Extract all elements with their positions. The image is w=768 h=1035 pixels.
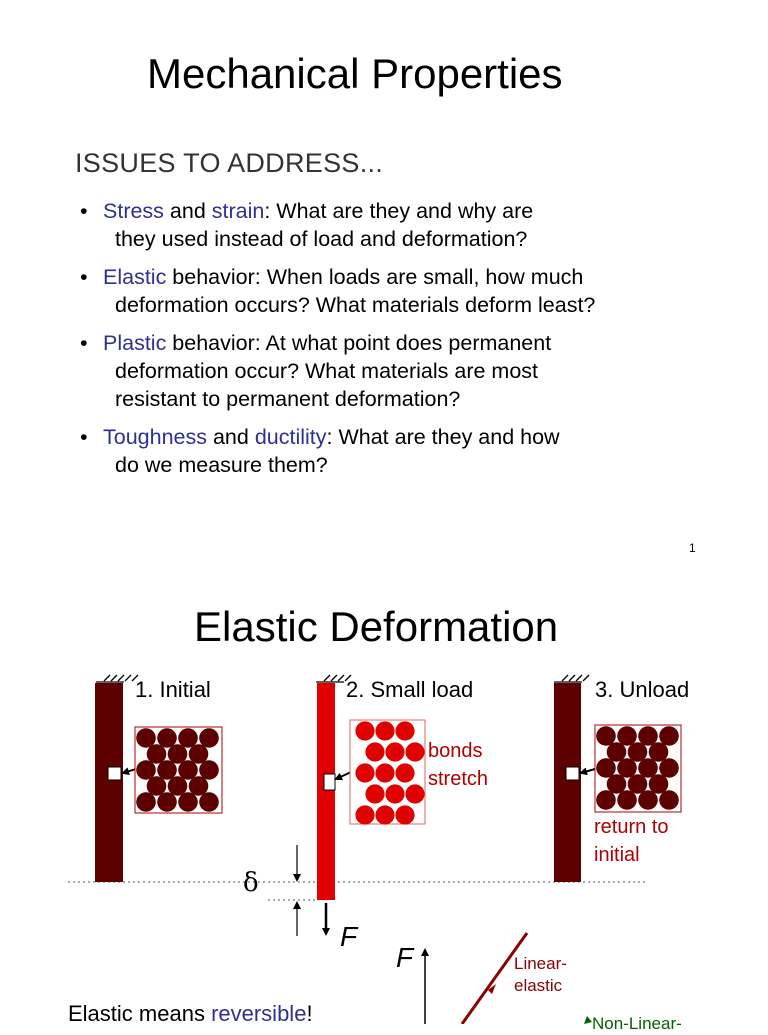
graph-force-label: F: [396, 942, 414, 973]
bullet-text: and: [207, 425, 255, 449]
bar-initial: [95, 675, 222, 882]
atom: [375, 805, 394, 824]
atom: [659, 726, 679, 746]
term-toughness: Toughness: [103, 425, 207, 449]
atom: [649, 742, 669, 762]
bullet-text: deformation occur? What materials are most: [115, 359, 538, 383]
bullet-text: and: [163, 199, 212, 223]
atom: [189, 776, 209, 796]
label-linear: Linear-: [514, 954, 567, 973]
atom: [405, 784, 424, 803]
atom: [178, 728, 198, 748]
label-stretch: stretch: [428, 768, 489, 790]
wall-hatch: [554, 675, 589, 682]
atom: [168, 776, 188, 796]
atom: [638, 758, 658, 778]
bullet-dot: •: [80, 265, 88, 289]
atom: [157, 792, 177, 812]
label-small-load: 2. Small load: [346, 677, 474, 702]
bullet-text: behavior: At what point does permanent: [166, 331, 552, 355]
term-plastic: Plastic: [103, 331, 167, 355]
bullet-text: they used instead of load and deformation?: [115, 227, 528, 251]
atom: [649, 774, 669, 794]
atom: [365, 742, 384, 761]
wall-hatch: [96, 675, 138, 682]
atom: [395, 763, 414, 782]
issues-heading: ISSUES TO ADDRESS...: [75, 148, 384, 178]
bullet-text: resistant to permanent deformation?: [115, 387, 461, 411]
atom: [365, 784, 384, 803]
label-initial-state: initial: [594, 844, 640, 866]
atom: [617, 790, 637, 810]
atom: [147, 776, 167, 796]
atom: [638, 726, 658, 746]
rod-initial: [95, 683, 123, 882]
term-elastic: Elastic: [103, 265, 167, 289]
atom: [355, 721, 374, 740]
bullet-dot: •: [80, 331, 88, 355]
atom: [157, 760, 177, 780]
atom: [659, 758, 679, 778]
atom: [355, 763, 374, 782]
atom: [189, 744, 209, 764]
bullet-dot: •: [80, 199, 88, 223]
atom: [136, 792, 156, 812]
atom: [157, 728, 177, 748]
bullet-text: : What are they and why are: [264, 199, 534, 223]
term-reversible: reversible: [211, 1001, 307, 1026]
bullet-text: deformation occurs? What materials deform least?: [115, 293, 596, 317]
force-label: F: [340, 921, 358, 952]
atom: [385, 742, 404, 761]
atom: [199, 728, 219, 748]
atom: [628, 774, 648, 794]
footer-text: Elastic means: [68, 1001, 212, 1026]
atom: [178, 792, 198, 812]
atom: [375, 763, 394, 782]
atom: [596, 790, 616, 810]
atom: [355, 805, 374, 824]
bullet-text: behavior: When loads are small, how much: [166, 265, 584, 289]
nonlinear-arrowhead: [584, 1016, 592, 1024]
label-elastic: elastic: [514, 976, 563, 995]
label-nonlinear: Non-Linear-: [592, 1014, 682, 1033]
atom: [596, 758, 616, 778]
atom: [136, 760, 156, 780]
atom: [405, 742, 424, 761]
atom: [147, 744, 167, 764]
footer-text: !: [306, 1001, 313, 1026]
bullet-text: do we measure them?: [115, 453, 328, 477]
atom: [596, 726, 616, 746]
slide1-title: Mechanical Properties: [147, 50, 563, 97]
footer-statement: [68, 1001, 313, 1027]
atom: [395, 805, 414, 824]
term-stress: Stress: [103, 199, 164, 223]
rod-unloaded: [554, 683, 581, 882]
term-strain: strain: [211, 199, 265, 223]
label-bonds: bonds: [428, 740, 483, 762]
atom: [375, 721, 394, 740]
label-initial: 1. Initial: [135, 677, 211, 702]
bullet-text: : What are they and how: [326, 425, 560, 449]
label-return-to: return to: [594, 816, 669, 838]
atom: [638, 790, 658, 810]
atom: [199, 792, 219, 812]
atom: [659, 790, 679, 810]
atom: [136, 728, 156, 748]
sample-box: [324, 774, 335, 790]
slide2-title: Elastic Deformation: [194, 603, 559, 650]
bullet-dot: •: [80, 425, 88, 449]
term-ductility: ductility: [254, 425, 327, 449]
page-number: 1: [689, 541, 696, 555]
atom: [628, 742, 648, 762]
rod-loaded: [317, 683, 335, 900]
label-unload: 3. Unload: [595, 677, 690, 702]
atom: [168, 744, 188, 764]
delta-symbol: δ: [243, 868, 259, 898]
sample-box: [108, 767, 121, 780]
atom: [395, 721, 414, 740]
sample-box: [566, 767, 579, 780]
atom: [617, 758, 637, 778]
atom: [607, 774, 627, 794]
bar-small-load: [316, 675, 425, 934]
atom: [617, 726, 637, 746]
atom: [178, 760, 198, 780]
atom: [199, 760, 219, 780]
atom: [385, 784, 404, 803]
atom: [607, 742, 627, 762]
